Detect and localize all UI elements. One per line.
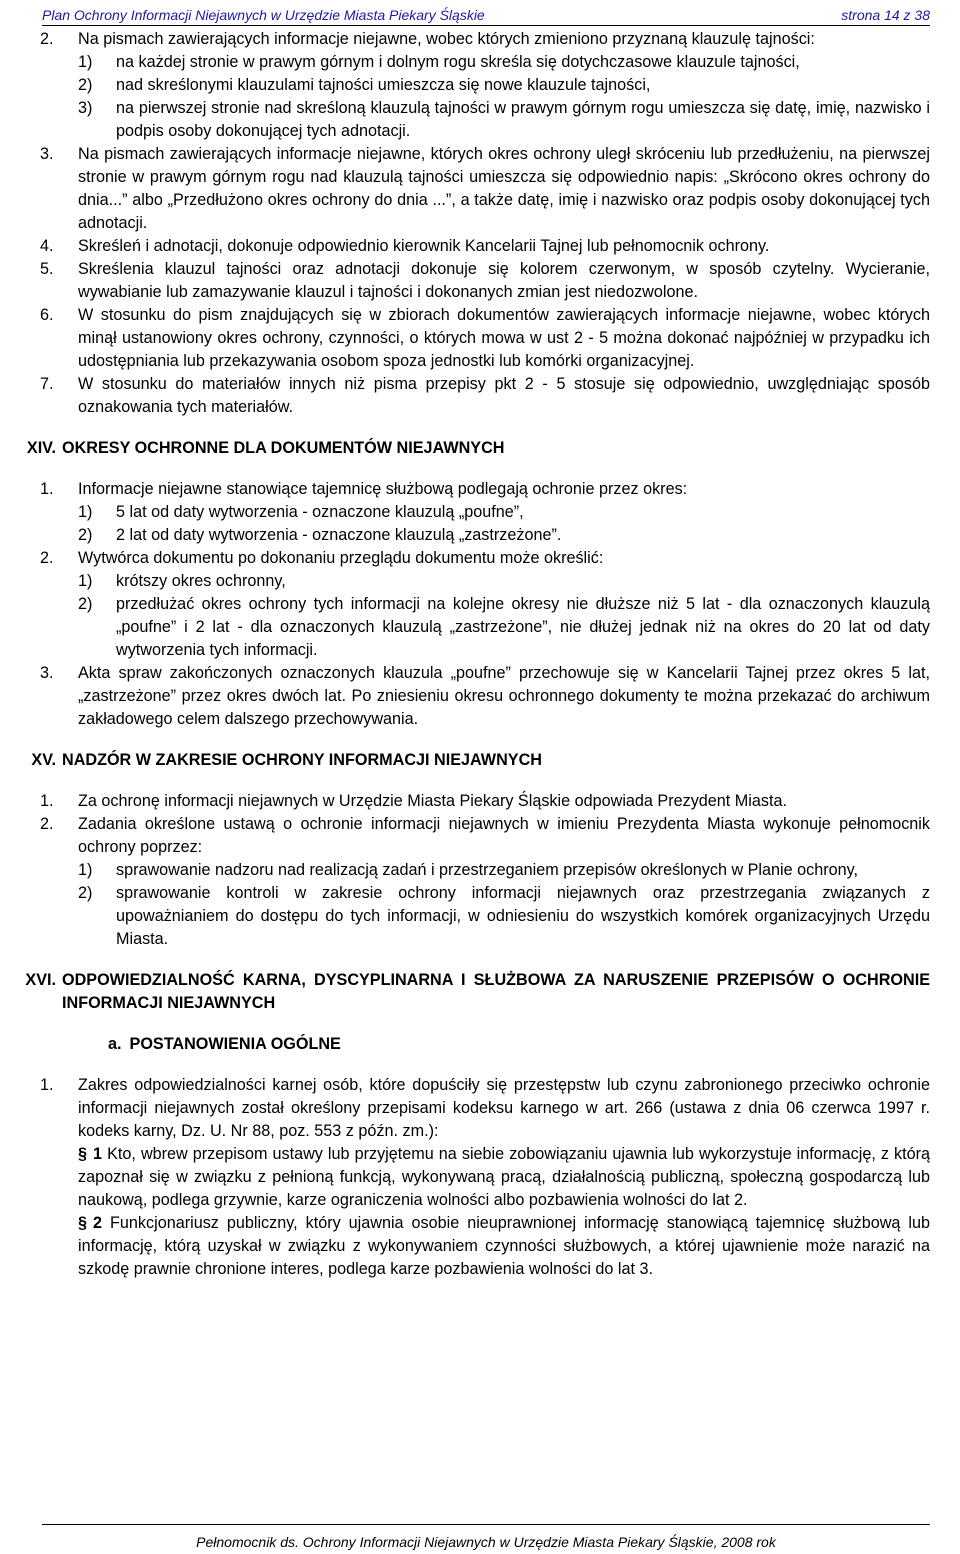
legal-paragraph: § 1 Kto, wbrew przepisom ustawy lub przyjętemu na siebie zobowiązaniu ujawnia lub wykorzystuje informację, z którą zapoznał się w związku z pełnioną funkcją, wykonywaną pracą, działalnością publiczną, społeczną gospodarczą lub naukową, podlega grzywnie, karze ograniczenia wolności albo pozbawienia wolności do lat 2. bbox=[78, 1145, 931, 1209]
sub-item: 2) 2 lat od daty wytworzenia - oznaczone klauzulą „zastrzeżone”. bbox=[78, 526, 562, 544]
section-heading: XIV. OKRESY OCHRONNE DLA DOKUMENTÓW NIEJAWNYCH bbox=[26, 439, 505, 457]
page-number: strona 14 z 38 bbox=[841, 7, 930, 23]
list-item: 2. Zadania określone ustawą o ochronie informacji niejawnych w imieniu Prezydenta Miasta wykonuje pełnomocnik ochrony poprzez: 1) sprawowanie nadzoru nad realizacją zadań i przestrzeganiem przepisów określonych w Planie ochrony, 2) sprawowanie kontroli w zakresie ochrony informacji niejawnych oraz przestrzegania związanych z upoważnianiem do dostępu do tych informacji, w odniesieniu do wszystkich komórek organizacyjnych Urzędu Miasta. bbox=[40, 813, 930, 951]
section-heading: XVI. ODPOWIEDZIALNOŚĆ KARNA, DYSCYPLINARNA I SŁUŻBOWA ZA NARUSZENIE PRZEPISÓW O OCHRONIE INFORMACJI NIEJAWNYCH bbox=[25, 971, 930, 1012]
sub-item: 1) 5 lat od daty wytworzenia - oznaczone klauzulą „poufne”, bbox=[78, 503, 524, 521]
sub-item: 3) na pierwszej stronie nad skreśloną klauzulą tajności w prawym górnym rogu umieszcza się datę, imię, nazwisko i podpis osoby dokonującej tych adnotacji. bbox=[78, 99, 930, 140]
list-item: 3. Akta spraw zakończonych oznaczonych klauzula „poufne” przechowuje się w Kancelarii Tajnej przez okres 5 lat, „zastrzeżone” przez okres dwóch lat. Po zniesieniu okresu ochronnego dokumenty te można przekazać do archiwum zakładowego celem dalszego przechowywania. bbox=[40, 664, 930, 728]
section-sign-icon: § bbox=[78, 1145, 88, 1163]
paragraph-text: Na pismach zawierających informacje niejawne, wobec których zmieniono przyznaną klauzulę tajności: bbox=[78, 30, 815, 48]
sub-item: 2) przedłużać okres ochrony tych informacji na kolejne okresy nie dłuższe niż 5 lat - dla oznaczonych klauzulą „poufne” i 2 lat - dla oznaczonych klauzulą „zastrzeżone”, nie dłużej jednak niż na okres do 20 lat od daty wytworzenia tych informacji. bbox=[78, 595, 930, 659]
list-item: 1. Za ochronę informacji niejawnych w Urzędzie Miasta Piekary Śląskie odpowiada Prezydent Miasta. bbox=[40, 792, 787, 810]
section-heading: XV. NADZÓR W ZAKRESIE OCHRONY INFORMACJI NIEJAWNYCH bbox=[31, 751, 542, 769]
sub-item: 2) nad skreślonymi klauzulami tajności umieszcza się nowe klauzule tajności, bbox=[78, 76, 651, 94]
sub-item: 1) krótszy okres ochronny, bbox=[78, 572, 286, 590]
list-item: 1. Informacje niejawne stanowiące tajemnicę służbową podlegają ochronie przez okres: 1) 5 lat od daty wytworzenia - oznaczone klauzulą „poufne”, 2) 2 lat od daty wytworzenia - oznaczone klauzulą „zastrzeżone”. bbox=[40, 478, 930, 547]
list-item: 2. Wytwórca dokumentu po dokonaniu przeglądu dokumentu może określić: 1) krótszy okres ochronny, 2) przedłużać okres ochrony tych informacji na kolejne okresy nie dłuższe niż 5 lat - dla oznaczonych klauzulą „poufne” i 2 lat - dla oznaczonych klauzulą „zastrzeżone”, nie dłużej jednak niż na okres do 20 lat od daty wytworzenia tych informacji. bbox=[40, 547, 930, 662]
section-sign-icon: § bbox=[78, 1214, 88, 1232]
sub-item: 1) na każdej stronie w prawym górnym i dolnym rogu skreśla się dotychczasowe klauzule tajności, bbox=[78, 53, 800, 71]
legal-paragraph: § 2 Funkcjonariusz publiczny, który ujawnia osobie nieuprawnionej informację stanowiącą tajemnicę służbową lub informację, którą uzyskał w związku z wykonywaniem czynności służbowych, a której ujawnienie może narazić na szkodę prawnie chronione interes, podlega karze pozbawienia wolności do lat 3. bbox=[78, 1214, 930, 1278]
page-header bbox=[42, 4, 930, 26]
list-item: 5. Skreślenia klauzul tajności oraz adnotacji dokonuje się kolorem czerwonym, w sposób czytelny. Wycieranie, wywabianie lub zamazywanie klauzul i tajności i dokonanych zmian jest niedozwolone. bbox=[40, 260, 930, 301]
footer-text: Pełnomocnik ds. Ochrony Informacji Niejawnych w Urzędzie Miasta Piekary Śląskie, 2008 rok bbox=[196, 1534, 776, 1550]
list-item: 1. Zakres odpowiedzialności karnej osób, które dopuściły się przestępstw lub czynu zabronionego przeciwko ochronie informacji niejawnych został określony przepisami kodeksu karnego w art. 266 (ustawa z dnia 06 czerwca 1997 r. kodeks karny, Dz. U. Nr 88, poz. 553 z późn. zm.): § 1 Kto, wbrew przepisom ustawy lub przyjętemu na siebie zobowiązaniu ujawnia lub wykorzystuje informację, z którą zapoznał się w związku z pełnioną funkcją, wykonywaną pracą, działalnością publiczną, społeczną gospodarczą lub naukową, podlega grzywnie, karze ograniczenia wolności albo pozbawienia wolności do lat 2. § 2 Funkcjonariusz publiczny, który ujawnia osobie nieuprawnionej informację stanowiącą tajemnicę służbową lub informację, którą uzyskał w związku z wykonywaniem czynności służbowych, a której ujawnienie może narazić na szkodę prawnie chronione interes, podlega karze pozbawienia wolności do lat 3. bbox=[40, 1074, 930, 1281]
document-body bbox=[25, 28, 931, 1281]
sub-item: 2) sprawowanie kontroli w zakresie ochrony informacji niejawnych oraz przestrzegania związanych z upoważnianiem do dostępu do tych informacji, w odniesieniu do wszystkich komórek organizacyjnych Urzędu Miasta. bbox=[78, 884, 930, 948]
list-item: 7. W stosunku do materiałów innych niż pisma przepisy pkt 2 - 5 stosuje się odpowiednio, uwzględniając sposób oznakowania tych materiałów. bbox=[40, 375, 930, 416]
list-item: 4. Skreśleń i adnotacji, dokonuje odpowiednio kierownik Kancelarii Tajnej lub pełnomocnik ochrony. bbox=[40, 237, 770, 255]
list-item: 6. W stosunku do pism znajdujących się w zbiorach dokumentów zawierających informacje niejawne, wobec których minął ustanowiony okres ochrony, czynności, o których mowa w ust 2 - 5 można dokonać najpóźniej w przypadku ich udostępniania lub przekazywania osobom spoza jednostki lub komórki organizacyjnej. bbox=[40, 306, 930, 370]
list-item: 3. Na pismach zawierających informacje niejawne, których okres ochrony uległ skróceniu lub przedłużeniu, na pierwszej stronie w prawym górnym rogu nad klauzulą tajności umieszcza się odpowiednio napis: „Skrócono okres ochrony do dnia...” albo „Przedłużono okres ochrony do dnia ...”, a także datę, imię i nazwisko oraz podpis osoby dokonującej tych adnotacji. bbox=[40, 145, 930, 232]
sub-item: 1) sprawowanie nadzoru nad realizacją zadań i przestrzeganiem przepisów określonych w Planie ochrony, bbox=[78, 861, 859, 879]
list-item: 2. Na pismach zawierających informacje niejawne, wobec których zmieniono przyznaną klauzulę tajności: 1) na każdej stronie w prawym górnym i dolnym rogu skreśla się dotychczasowe klauzule tajności, 2) nad skreślonymi klauzulami tajności umieszcza się nowe klauzule tajności, 3) na pierwszej stronie nad skreśloną klauzulą tajności w prawym górnym rogu umieszcza się datę, imię, nazwisko i podpis osoby dokonującej tych adnotacji. bbox=[40, 28, 930, 143]
page-footer bbox=[42, 1524, 930, 1554]
subsection-heading: a. POSTANOWIENIA OGÓLNE bbox=[108, 1035, 341, 1053]
document-title: Plan Ochrony Informacji Niejawnych w Urzędzie Miasta Piekary Śląskie bbox=[42, 7, 485, 23]
